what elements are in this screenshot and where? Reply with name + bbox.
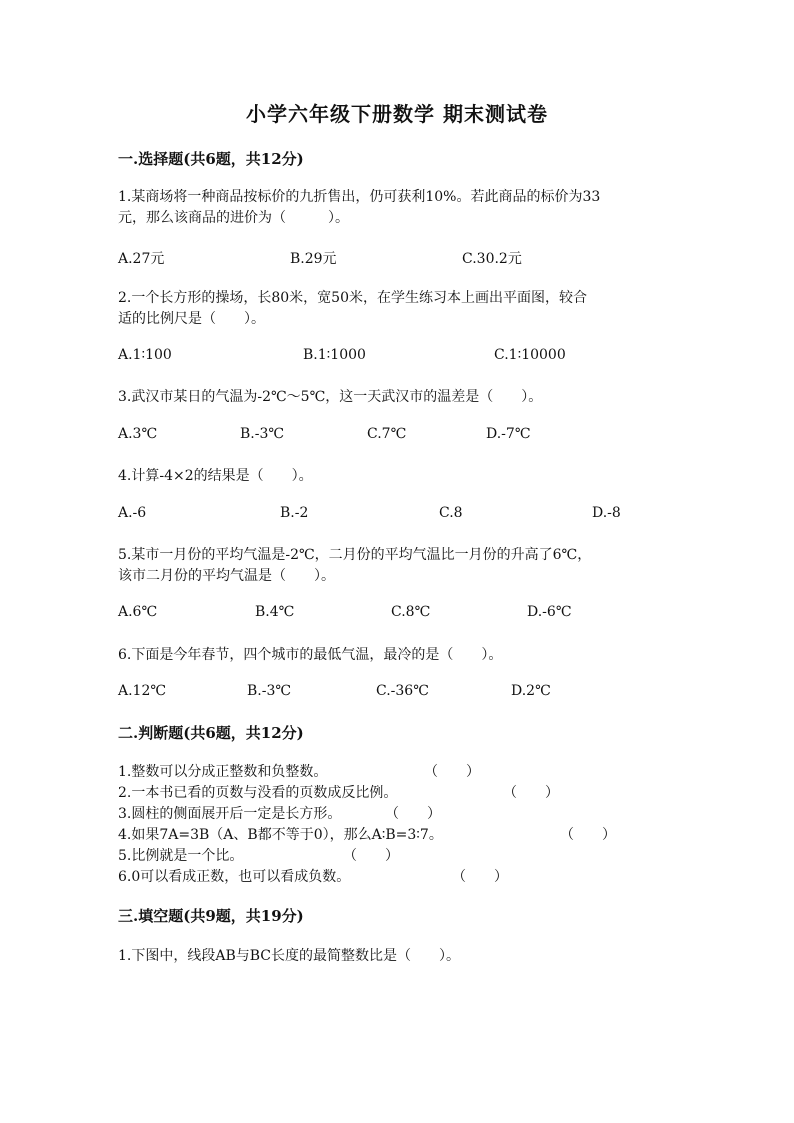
option-c: C.8 xyxy=(439,505,463,521)
question-line: 4.计算-4×2的结果是（ ）。 xyxy=(118,468,313,484)
option-d: D.2℃ xyxy=(511,683,551,699)
option-d: D.-6℃ xyxy=(527,604,572,620)
section-heading-judge: 二.判断题(共6题，共12分) xyxy=(118,724,304,742)
judge-text: 5.比例就是一个比。 xyxy=(118,848,244,864)
option-a: A.3℃ xyxy=(118,426,158,442)
option-b: B.-3℃ xyxy=(240,426,285,442)
option-c: C.7℃ xyxy=(367,426,407,442)
option-b: B.-3℃ xyxy=(247,683,292,699)
option-c: C.8℃ xyxy=(391,604,431,620)
option-c: C.30.2元 xyxy=(462,251,522,267)
judge-text: 2.一本书已看的页数与没看的页数成反比例。 xyxy=(118,785,398,801)
answer-paren[interactable]: （ ） xyxy=(452,869,508,885)
judge-text: 1.整数可以分成正整数和负整数。 xyxy=(118,764,328,780)
option-b: B.1∶1000 xyxy=(303,347,366,363)
question-line: 6.下面是今年春节，四个城市的最低气温，最冷的是（ ）。 xyxy=(118,647,503,663)
answer-paren[interactable]: （ ） xyxy=(343,848,399,864)
answer-paren[interactable]: （ ） xyxy=(503,785,559,801)
section-heading-choice: 一.选择题(共6题，共12分) xyxy=(118,150,304,168)
judge-text: 6.0可以看成正数，也可以看成负数。 xyxy=(118,869,351,885)
judge-text: 4.如果7A=3B（A、B都不等于0），那么A∶B=3∶7。 xyxy=(118,827,443,843)
question-line: 元，那么该商品的进价为（ ）。 xyxy=(118,210,349,226)
question-line: 3.武汉市某日的气温为-2℃～5℃，这一天武汉市的温差是（ ）。 xyxy=(118,389,543,405)
option-a: A.-6 xyxy=(118,505,147,521)
answer-paren[interactable]: （ ） xyxy=(385,806,441,822)
question-line: 适的比例尺是（ ）。 xyxy=(118,311,265,327)
judge-text: 3.圆柱的侧面展开后一定是长方形。 xyxy=(118,806,342,822)
option-b: B.4℃ xyxy=(255,604,295,620)
question-line: 2.一个长方形的操场，长80米，宽50米，在学生练习本上画出平面图，较合 xyxy=(118,290,587,306)
option-a: A.6℃ xyxy=(118,604,158,620)
option-d: D.-7℃ xyxy=(486,426,531,442)
page-title: 小学六年级下册数学 期末测试卷 xyxy=(246,102,548,126)
question-line: 1.下图中，线段AB与BC长度的最简整数比是（ ）。 xyxy=(118,948,461,964)
option-a: A.12℃ xyxy=(118,683,167,699)
option-b: B.-2 xyxy=(280,505,309,521)
question-line: 该市二月份的平均气温是（ ）。 xyxy=(118,568,335,584)
question-line: 5.某市一月份的平均气温是-2℃，二月份的平均气温比一月份的升高了6℃， xyxy=(118,547,592,563)
answer-paren[interactable]: （ ） xyxy=(560,827,616,843)
option-c: C.1∶10000 xyxy=(494,347,566,363)
option-c: C.-36℃ xyxy=(376,683,429,699)
option-a: A.1∶100 xyxy=(118,347,172,363)
option-a: A.27元 xyxy=(118,251,165,267)
answer-paren[interactable]: （ ） xyxy=(424,764,480,780)
option-d: D.-8 xyxy=(592,505,621,521)
section-heading-fill: 三.填空题(共9题，共19分) xyxy=(118,907,304,925)
question-line: 1.某商场将一种商品按标价的九折售出，仍可获利10%。若此商品的标价为33 xyxy=(118,189,601,205)
option-b: B.29元 xyxy=(290,251,337,267)
